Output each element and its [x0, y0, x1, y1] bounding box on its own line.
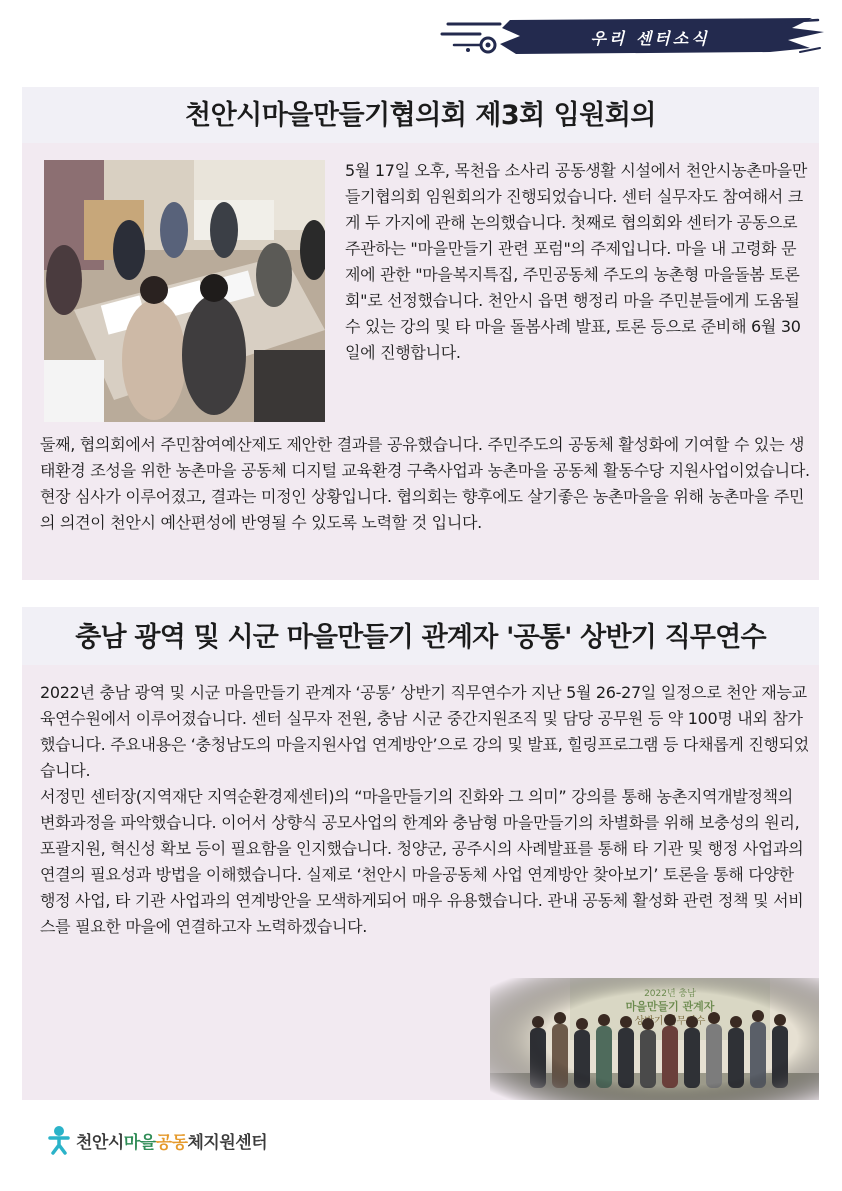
section-title: 충남 광역 및 시군 마을만들기 관계자 '공통' 상반기 직무연수: [75, 622, 766, 653]
meeting-photo: [44, 160, 325, 422]
logo-text-part-4: 체지원센터: [187, 1132, 268, 1153]
section-badge: [440, 14, 824, 58]
training-paragraph-2: 서정민 센터장(지역재단 지역순환경제센터)의 “마을만들기의 진화와 그 의미” 강의를 통해 농촌지역개발정책의 변화과정을 파악했습니다. 이어서 상향식 공모사업의 한계와 충남형 마을만들기의 차별화를 위해 보충성의 원리, 포괄지원, 혁신성 확보 등이 필요함을 인지했습니다. 청양군, 공주시의 사례발표를 통해 타 기관 및 행정 사업과의 연결의 필요성과 방법을 이해했습니다. 실제로 ‘천안시 마을공동체 사업 연계방안 찾아보기’ 토론을 통해 다양한 행정 사업, 타 기관 사업과의 연계방안을 모색하게되어 매우 유용했습니다. 관내 공동체 활성화 관련 정책 및 서비스를 필요한 마을에 연결하고자 노력하겠습니다.: [40, 787, 804, 936]
logo-text-part-3: 공동: [155, 1132, 188, 1153]
person-logo-icon: [48, 1125, 70, 1155]
section-title-bar: [22, 87, 819, 143]
meeting-paragraph-1: 5월 17일 오후, 목천읍 소사리 공동생활 시설에서 천안시농촌마을만들기협의회 임원회의가 진행되었습니다. 센터 실무자도 참여해서 크게 두 가지에 관해 논의했습니다. 첫째로 협의회와 센터가 공동으로 주관하는 "마을만들기 관련 포럼"의 주제입니다. 마을 내 고령화 문제에 관한 "마을복지특집, 주민공동체 주도의 농촌형 마을돌봄 토론회"로 선정했습니다. 천안시 읍면 행정리 마을 주민분들에게 도움될 수 있는 강의 및 타 마을 돌봄사례 발표, 토론 등으로 준비해 6월 30일에 진행합니다.: [345, 161, 807, 362]
center-logo: [48, 1122, 267, 1158]
meeting-paragraph-2: 둘째, 협의회에서 주민참여예산제도 제안한 결과를 공유했습니다. 주민주도의 공동체 활성화에 기여할 수 있는 생태환경 조성을 위한 농촌마을 공동체 디지털 교육환경 구축사업과 농촌마을 공동체 활동수당 지원사업이었습니다. 현장 심사가 이루어졌고, 결과는 미정인 상황입니다. 협의회는 향후에도 살기좋은 농촌마을을 위해 농촌마을 주민의 의견이 천안시 예산편성에 반영될 수 있도록 노력할 것 입니다.: [40, 435, 810, 532]
logo-text-part-1: 천안시: [76, 1132, 124, 1153]
section-title: 천안시마을만들기협의회 제3회 임원회의: [185, 100, 656, 131]
news-section-training: [22, 607, 819, 1100]
badge-label: 우리 센터소식: [590, 29, 710, 48]
training-text: [40, 680, 810, 940]
section-title-bar: [22, 607, 819, 665]
logo-text-part-2: 마을: [123, 1132, 156, 1153]
training-group-photo: [490, 978, 819, 1100]
news-section-meeting: [22, 87, 819, 580]
training-paragraph-1: 2022년 충남 광역 및 시군 마을만들기 관계자 ‘공통’ 상반기 직무연수가 지난 5월 26-27일 일정으로 천안 재능교육연수원에서 이루어졌습니다. 센터 실무자 전원, 충남 시군 중간지원조직 및 담당 공무원 등 약 100명 내외 참가 했습니다. 주요내용은 ‘충청남도의 마을지원사업 연계방안’으로 강의 및 발표, 힐링프로그램 등 다채롭게 진행되었습니다.: [40, 683, 809, 780]
center-logo-text: [76, 1128, 267, 1153]
